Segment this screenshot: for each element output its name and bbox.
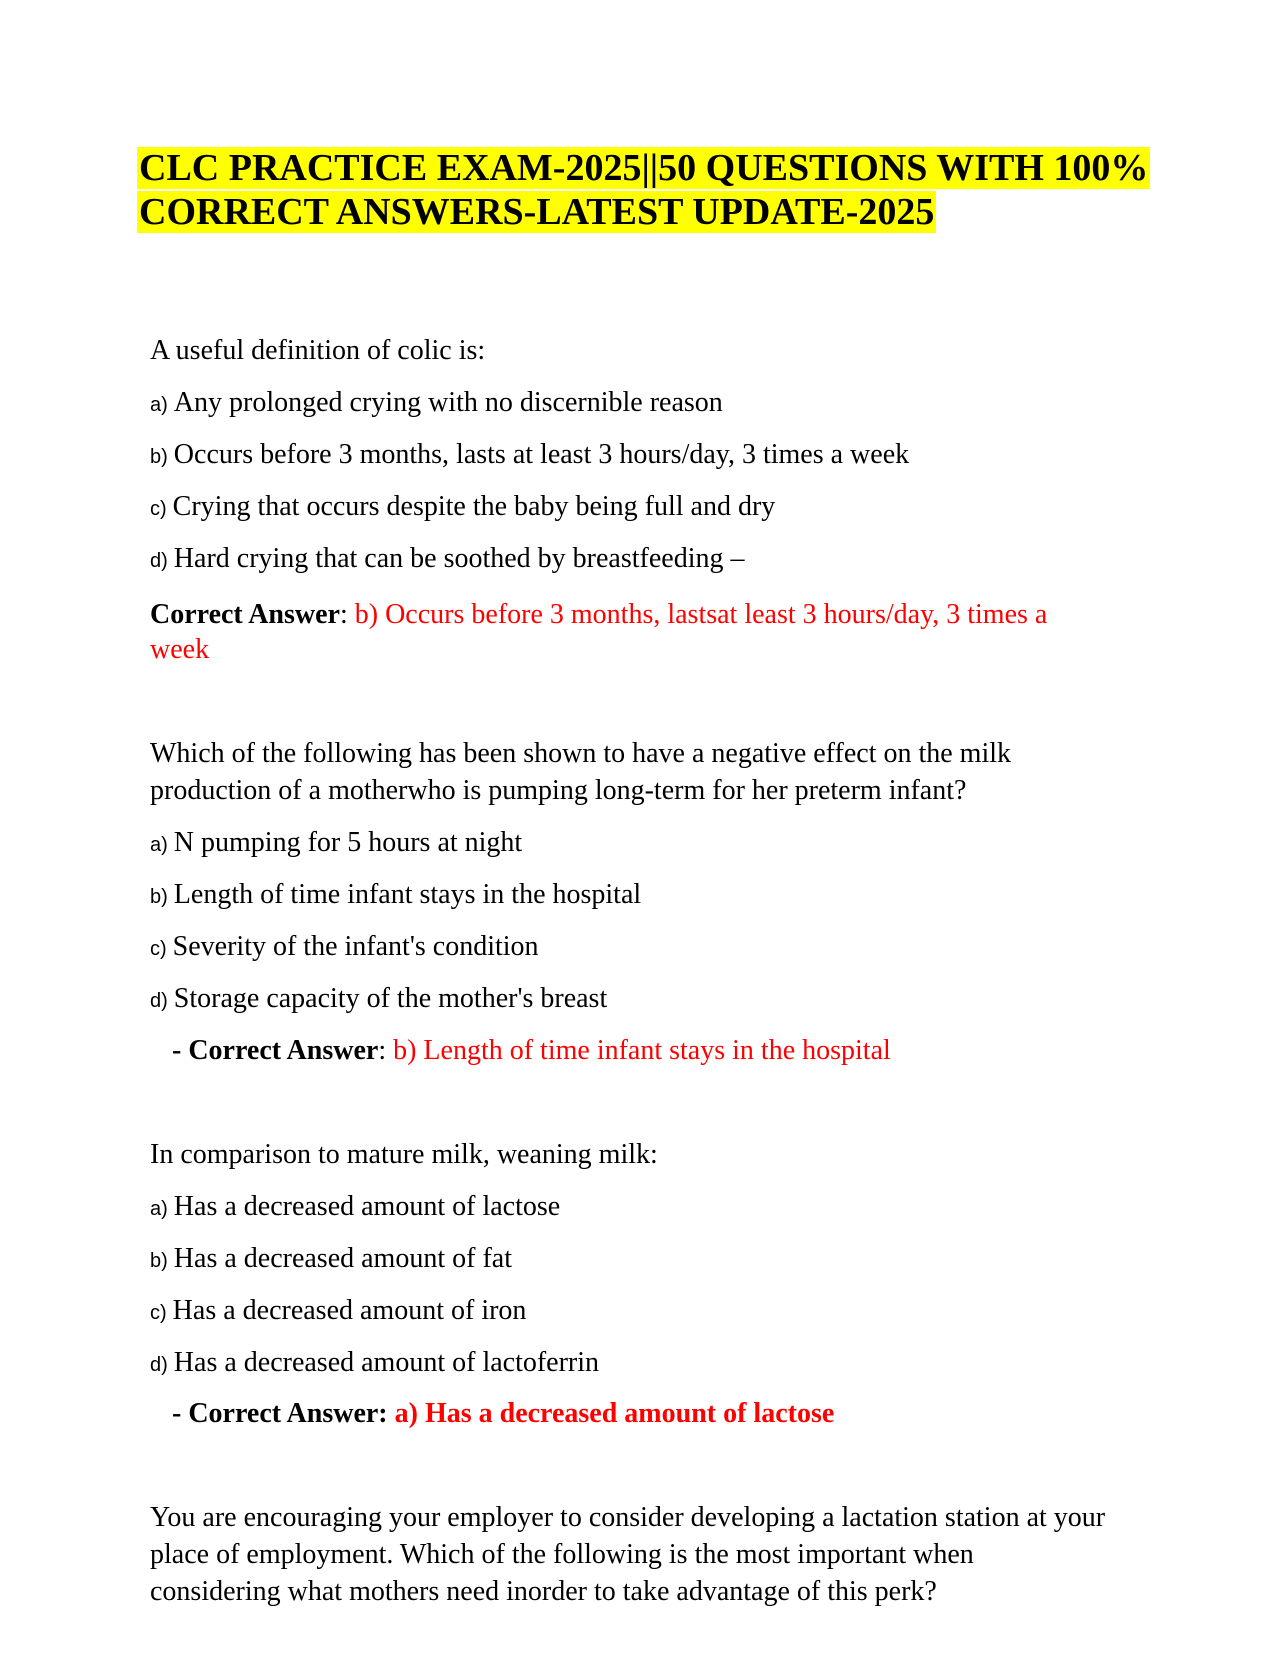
question-1-option-d — [150, 540, 1110, 580]
option-text: N pumping for 5 hours at night — [173, 827, 523, 858]
question-2-option-a — [150, 824, 1110, 864]
title-line-2: CORRECT ANSWERS-LATEST UPDATE-2025 — [139, 191, 935, 233]
option-text: Severity of the infant's condition — [172, 931, 539, 962]
question-3-correct-answer — [172, 1396, 1132, 1431]
option-text: Has a decreased amount of lactose — [173, 1191, 561, 1222]
correct-answer-label: Correct Answer — [188, 1035, 379, 1066]
correct-answer-text: b) Length of time infant stays in the hospital — [393, 1035, 891, 1066]
option-text: Has a decreased amount of lactoferrin — [173, 1347, 600, 1378]
option-letter: d) — [150, 990, 168, 1012]
document-title — [137, 146, 1157, 234]
option-letter: c) — [150, 498, 167, 520]
answer-separator: : — [378, 1035, 394, 1066]
option-text: Hard crying that can be soothed by breastfeeding – — [173, 543, 745, 574]
correct-answer-text: a) Has a decreased amount of lactose — [394, 1398, 835, 1429]
option-letter: c) — [150, 1302, 167, 1324]
answer-separator — [388, 1398, 395, 1429]
option-letter: b) — [150, 886, 168, 908]
option-text: Crying that occurs despite the baby being full and dry — [172, 491, 776, 522]
option-text: Has a decreased amount of iron — [172, 1295, 527, 1326]
question-2-text: Which of the following has been shown to have a negative effect on the milk production of a motherwho is pumping long-term for her preterm infant? — [150, 738, 1011, 806]
option-text: Occurs before 3 months, lasts at least 3 hours/day, 3 times a week — [173, 439, 910, 470]
correct-answer-label: Correct Answer — [150, 599, 340, 630]
option-letter: d) — [150, 1354, 168, 1376]
answer-prefix: - — [172, 1035, 189, 1066]
question-3-text: In comparison to mature milk, weaning milk: — [150, 1139, 658, 1170]
question-2-correct-answer — [172, 1033, 1132, 1068]
option-letter: a) — [150, 394, 168, 416]
option-text: Any prolonged crying with no discernible reason — [173, 387, 723, 418]
correct-answer-text: b) Occurs before 3 months, lastsat least 3 hours/day, 3 times a week — [150, 599, 1048, 665]
correct-answer-label: Correct Answer: — [188, 1398, 388, 1429]
answer-prefix: - — [172, 1398, 189, 1429]
question-1-option-b — [150, 436, 1110, 476]
question-3-option-b — [150, 1240, 1110, 1280]
question-4-text: You are encouraging your employer to consider developing a lactation station at your place of employment. Which of the following is the most important when considering what mothers need inorder to take advantage of this perk? — [150, 1502, 1106, 1607]
question-3-option-c — [150, 1292, 1110, 1332]
option-letter: a) — [150, 1198, 168, 1220]
question-2-option-c — [150, 928, 1110, 968]
question-1-option-c — [150, 488, 1110, 528]
option-letter: b) — [150, 1250, 168, 1272]
option-letter: c) — [150, 938, 167, 960]
question-2-option-d — [150, 980, 1110, 1020]
option-text: Length of time infant stays in the hospital — [173, 879, 642, 910]
question-1-option-a — [150, 384, 1110, 424]
answer-separator: : — [339, 599, 355, 630]
question-2-option-b — [150, 876, 1110, 916]
title-line-1: CLC PRACTICE EXAM-2025||50 QUESTIONS WITH 100% — [139, 147, 1149, 189]
option-letter: d) — [150, 550, 168, 572]
option-letter: b) — [150, 446, 168, 468]
option-letter: a) — [150, 834, 168, 856]
option-text: Has a decreased amount of fat — [173, 1243, 512, 1274]
question-1-correct-answer — [150, 597, 1110, 667]
question-3-option-d — [150, 1344, 1110, 1384]
question-3-option-a — [150, 1188, 1110, 1228]
option-text: Storage capacity of the mother's breast — [173, 983, 608, 1014]
question-1-text: A useful definition of colic is: — [150, 335, 486, 366]
